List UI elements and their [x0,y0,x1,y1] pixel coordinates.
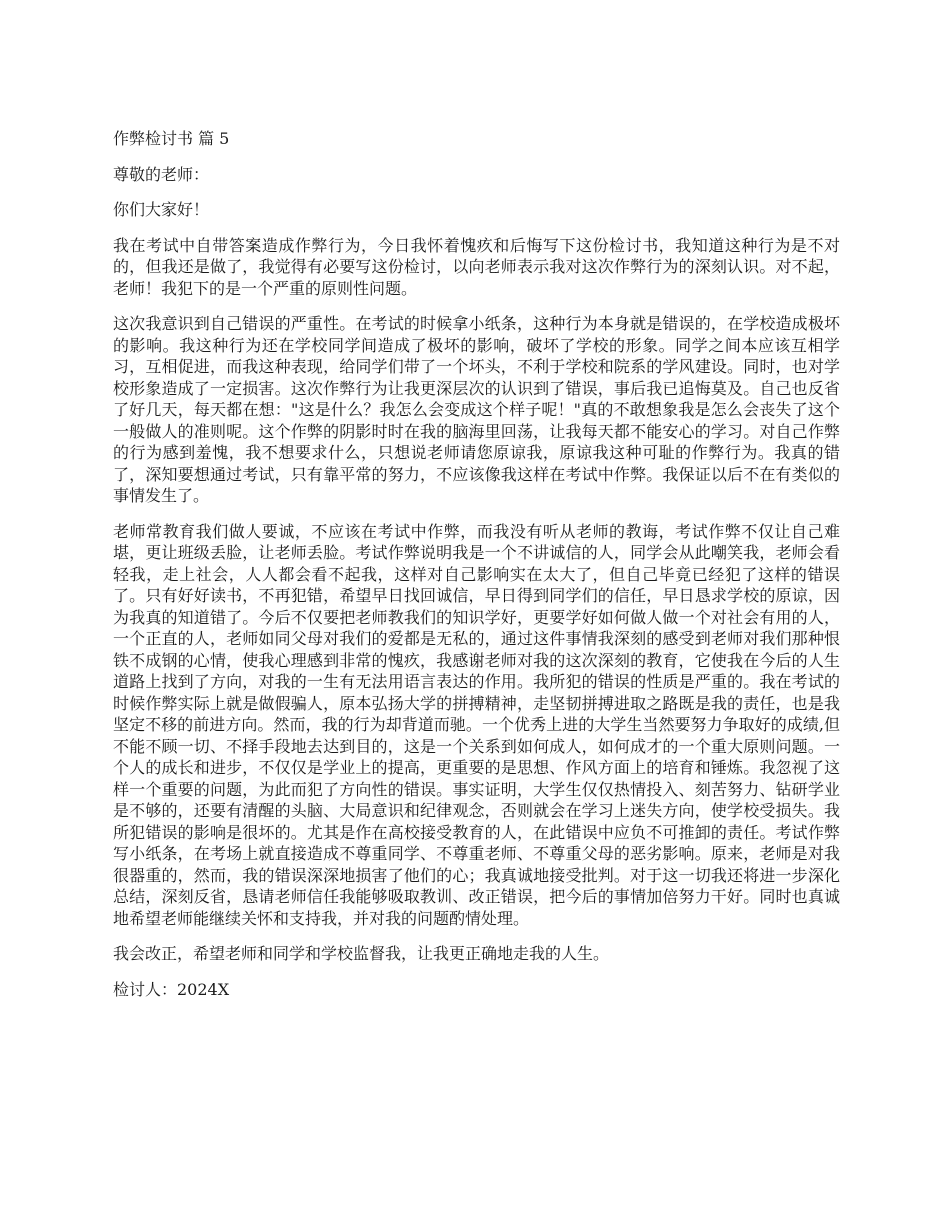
greeting: 你们大家好！ [113,200,210,219]
salutation: 尊敬的老师： [113,164,210,184]
signature: 检讨人：2024X [113,979,230,999]
paragraph: 我会改正，希望老师和同学和学校监督我，让我更正确地走我的人生。 [113,944,610,963]
paragraph: 老师常教育我们做人要诚，不应该在考试中作弊，而我没有听从老师的教诲，考试作弊不仅让自己难堪，更让班级丢脸，让老师丢脸。考试作弊说明我是一个不讲诚信的人，同学会从此嘲笑我，老师会看轻我，走上社会，人人都会看不起我，这样对自己影响实在太大了，但自己毕竟已经犯了这样的错误了。只有好好读书，不再犯错，希望早日找回诚信，早日得到同学们的信任，早日恳求学校的原谅，因为我真的知道错了。今后不仅要把老师教我们的知识学好，更要学好如何做人做一个对社会有用的人，一个正直的人，老师如同父母对我们的爱都是无私的，通过这件事情我深刻的感受到老师对我们那种恨铁不成钢的心情，使我心理感到非常的愧疚，我感谢老师对我的这次深刻的教育，它使我在今后的人生道路上找到了方向，对我的一生有无法用语言表达的作用。我所犯的错误的性质是严重的。我在考试的时候作弊实际上就是做假骗人，原本弘扬大学的拼搏精神，走坚韧拼搏进取之路既是我的责任，也是我坚定不移的前进方向。然而，我的行为却背道而驰。一个优秀上进的大学生当然要努力争取好的成绩,但不能不顾一切、不择手段地去达到目的，这是一个关系到如何成人，如何成才的一个重大原则问题。一个人的成长和进步，不仅仅是学业上的提高，更重要的是思想、作风方面上的培育和锤炼。我忽视了这样一个重要的问题，为此而犯了方向性的错误。事实证明，大学生仅仅热情投入、刻苦努力、钻研学业是不够的，还要有清醒的头脑、大局意识和纪律观念，否则就会在学习上迷失方向，使学校受损失。我所犯错误的影响是很坏的。尤其是作在高校接受教育的人，在此错误中应负不可推卸的责任。考试作弊写小纸条，在考场上就直接造成不尊重同学、不尊重老师、不尊重父母的恶劣影响。原来，老师是对我很器重的，然而，我的错误深深地损害了他们的心；我真诚地接受批判。对于这一切我还将进一步深化总结，深刻反省，恳请老师信任我能够吸取教训、改正错误，把今后的事情加倍努力干好。同时也真诚地希望老师能继续关怀和支持我，并对我的问题酌情处理。 [113,521,840,928]
document-title: 作弊检讨书 篇 5 [113,129,230,148]
paragraph: 我在考试中自带答案造成作弊行为，今日我怀着愧疚和后悔写下这份检讨书，我知道这种行为是不对的，但我还是做了，我觉得有必要写这份检讨，以向老师表示我对这次作弊行为的深刻认识。对不起，老师！我犯下的是一个严重的原则性问题。 [113,235,840,298]
document-page [113,128,840,1000]
paragraph: 这次我意识到自己错误的严重性。在考试的时候拿小纸条，这种行为本身就是错误的，在学校造成极坏的影响。我这种行为还在学校同学间造成了极坏的影响，破坏了学校的形象。同学之间本应该互相学习，互相促进，而我这种表现，给同学们带了一个坏头，不利于学校和院系的学风建设。同时，也对学校形象造成了一定损害。这次作弊行为让我更深层次的认识到了错误，事后我已追悔莫及。自己也反省了好几天，每天都在想："这是什么？我怎么会变成这个样子呢！"真的不敢想象我是怎么会丧失了这个一般做人的准则呢。这个作弊的阴影时时在我的脑海里回荡，让我每天都不能安心的学习。对自己作弊的行为感到羞愧，我不想要求什么，只想说老师请您原谅我，原谅我这种可耻的作弊行为。我真的错了，深知要想通过考试，只有靠平常的努力，不应该像我这样在考试中作弊。我保证以后不在有类似的事情发生了。 [113,314,840,505]
